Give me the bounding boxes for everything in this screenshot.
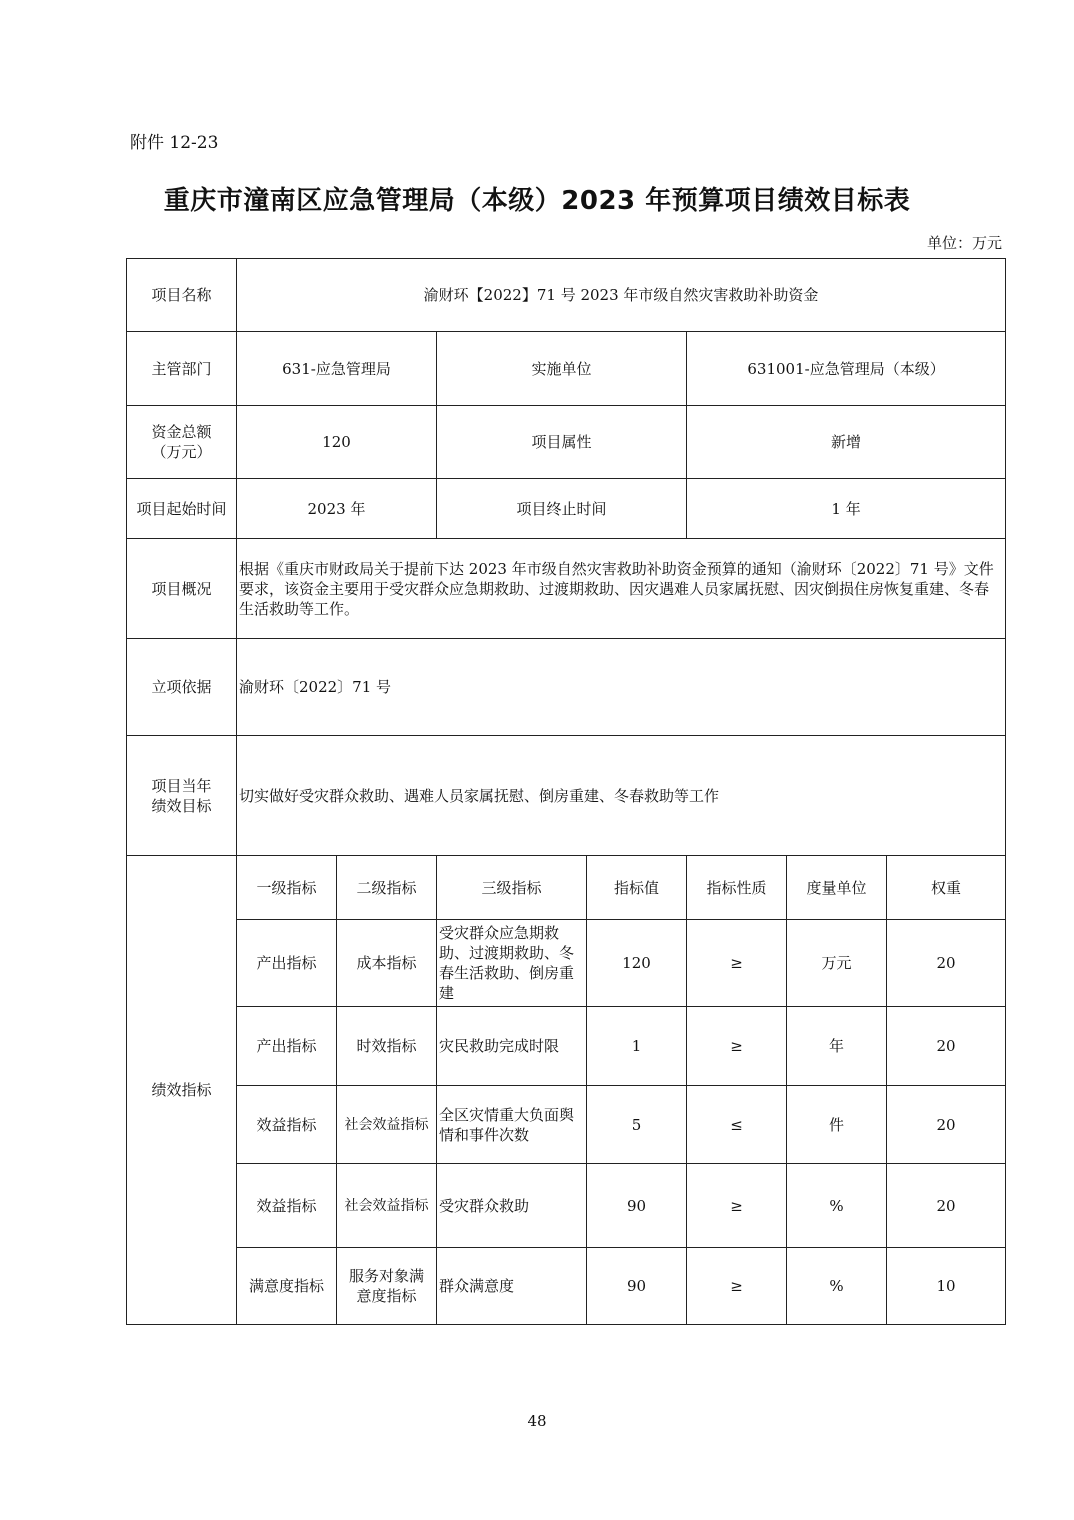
cell: 全区灾情重大负面舆情和事件次数 — [437, 1086, 587, 1164]
cell: ≥ — [687, 1007, 787, 1086]
attachment-label: 附件 12-23 — [130, 133, 219, 153]
row-goal — [127, 736, 1006, 856]
indicator-header-row — [127, 856, 1006, 920]
cell: % — [787, 1164, 887, 1248]
cell: % — [787, 1248, 887, 1325]
header-cell: 指标值 — [587, 856, 687, 920]
table-row — [127, 920, 1006, 1007]
table-row — [127, 1007, 1006, 1086]
cell: 90 — [587, 1248, 687, 1325]
row-overview — [127, 539, 1006, 639]
fund-value: 120 — [237, 406, 437, 479]
cell: 20 — [887, 920, 1006, 1007]
overview-text: 根据《重庆市财政局关于提前下达 2023 年市级自然灾害救助补助资金预算的通知（渝财环〔2022〕71 号》文件要求，该资金主要用于受灾群众应急期救助、过渡期救助、因灾遇难人员家属抚慰、因灾倒损住房恢复重建、冬春生活救助等工作。 — [237, 539, 1006, 639]
cell: 20 — [887, 1007, 1006, 1086]
cell: 效益指标 — [237, 1086, 337, 1164]
performance-table — [126, 258, 1006, 1325]
row-project-name — [127, 259, 1006, 332]
cell: 年 — [787, 1007, 887, 1086]
table-row — [127, 1164, 1006, 1248]
page-number: 48 — [527, 1412, 547, 1430]
cell: ≥ — [687, 1248, 787, 1325]
header-cell: 二级指标 — [337, 856, 437, 920]
start-value: 2023 年 — [237, 479, 437, 539]
cell: 服务对象满意度指标 — [337, 1248, 437, 1325]
cell: 10 — [887, 1248, 1006, 1325]
cell: 件 — [787, 1086, 887, 1164]
header-cell: 指标性质 — [687, 856, 787, 920]
cell: 效益指标 — [237, 1164, 337, 1248]
goal-text: 切实做好受灾群众救助、遇难人员家属抚慰、倒房重建、冬春救助等工作 — [237, 736, 1006, 856]
cell: 1 — [587, 1007, 687, 1086]
cell: 受灾群众救助 — [437, 1164, 587, 1248]
cell: 20 — [887, 1164, 1006, 1248]
header-cell: 三级指标 — [437, 856, 587, 920]
header-cell: 权重 — [887, 856, 1006, 920]
unit-label: 单位：万元 — [926, 234, 1002, 252]
label: 项目属性 — [437, 406, 687, 479]
cell: ≤ — [687, 1086, 787, 1164]
cell: 5 — [587, 1086, 687, 1164]
impl-value: 631001-应急管理局（本级） — [687, 332, 1006, 406]
cell: 20 — [887, 1086, 1006, 1164]
label: 立项依据 — [127, 639, 237, 736]
row-fund — [127, 406, 1006, 479]
cell: 灾民救助完成时限 — [437, 1007, 587, 1086]
attr-value: 新增 — [687, 406, 1006, 479]
project-name: 渝财环【2022】71 号 2023 年市级自然灾害救助补助资金 — [237, 259, 1006, 332]
table-row — [127, 1248, 1006, 1325]
label: 主管部门 — [127, 332, 237, 406]
label: 实施单位 — [437, 332, 687, 406]
header-cell: 一级指标 — [237, 856, 337, 920]
dept-value: 631-应急管理局 — [237, 332, 437, 406]
cell: 产出指标 — [237, 920, 337, 1007]
cell: 万元 — [787, 920, 887, 1007]
label: 项目当年 绩效目标 — [127, 736, 237, 856]
row-time — [127, 479, 1006, 539]
cell: 群众满意度 — [437, 1248, 587, 1325]
cell: 受灾群众应急期救助、过渡期救助、冬春生活救助、倒房重建 — [437, 920, 587, 1007]
end-value: 1 年 — [687, 479, 1006, 539]
cell: 满意度指标 — [237, 1248, 337, 1325]
cell: 产出指标 — [237, 1007, 337, 1086]
cell: 成本指标 — [337, 920, 437, 1007]
row-dept — [127, 332, 1006, 406]
cell: 社会效益指标 — [337, 1164, 437, 1248]
label: 项目概况 — [127, 539, 237, 639]
cell: 90 — [587, 1164, 687, 1248]
cell: ≥ — [687, 920, 787, 1007]
label: 资金总额 （万元） — [127, 406, 237, 479]
cell: ≥ — [687, 1164, 787, 1248]
indicators-label: 绩效指标 — [127, 856, 237, 1325]
label: 项目终止时间 — [437, 479, 687, 539]
label: 项目名称 — [127, 259, 237, 332]
basis-text: 渝财环〔2022〕71 号 — [237, 639, 1006, 736]
page-title: 重庆市潼南区应急管理局（本级）2023 年预算项目绩效目标表 — [163, 186, 911, 216]
cell: 120 — [587, 920, 687, 1007]
row-basis — [127, 639, 1006, 736]
label: 项目起始时间 — [127, 479, 237, 539]
table-row — [127, 1086, 1006, 1164]
cell: 社会效益指标 — [337, 1086, 437, 1164]
header-cell: 度量单位 — [787, 856, 887, 920]
cell: 时效指标 — [337, 1007, 437, 1086]
